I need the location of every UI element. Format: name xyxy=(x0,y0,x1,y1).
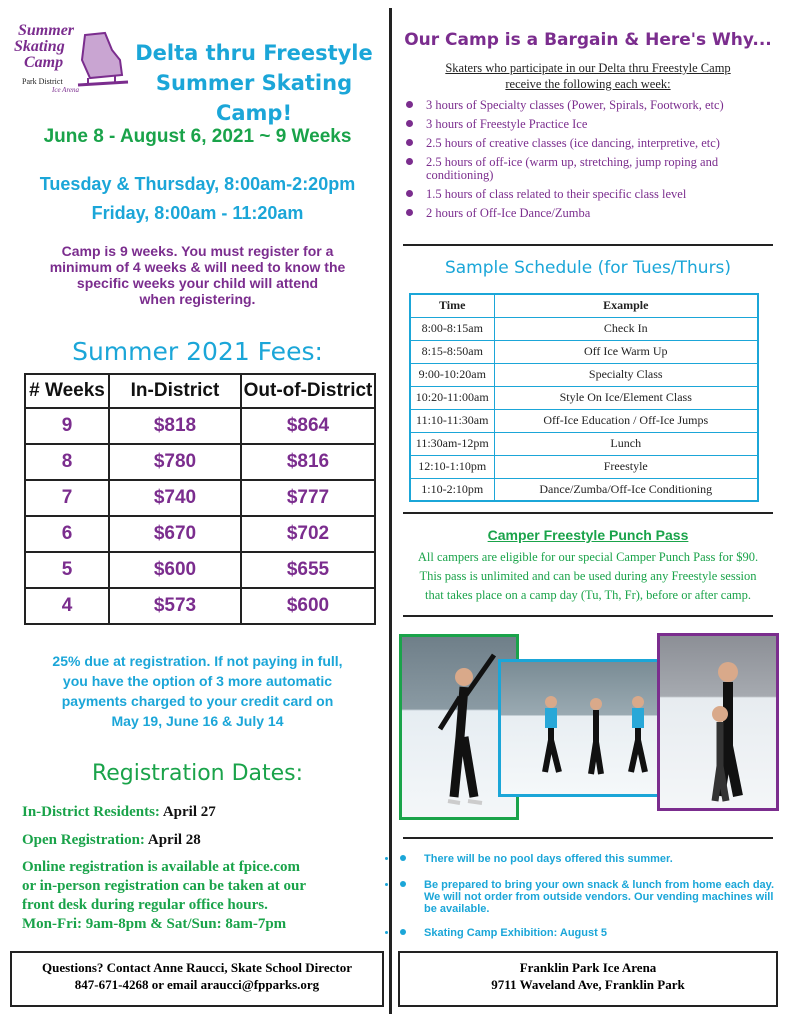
fees-table xyxy=(24,373,376,625)
example-cell: Specialty Class xyxy=(494,363,758,386)
table-row xyxy=(25,408,375,444)
weeks-cell: 5 xyxy=(25,552,109,588)
fees-col-in-district: In-District xyxy=(109,374,241,408)
example-cell: Dance/Zumba/Off-Ice Conditioning xyxy=(494,478,758,501)
bullet-icon xyxy=(406,139,413,146)
time-cell: 1:10-2:10pm xyxy=(410,478,494,501)
time-cell: 12:10-1:10pm xyxy=(410,455,494,478)
registration-title: Registration Dates: xyxy=(91,761,304,786)
open-registration-value: April 28 xyxy=(147,832,201,848)
bullet-icon xyxy=(400,855,406,861)
list-item: 3 hours of Specialty classes (Power, Spirals, Footwork, etc) xyxy=(404,99,774,112)
notice-l1: Camp is 9 weeks. You must register for a xyxy=(61,243,334,259)
contact-box xyxy=(10,951,384,1007)
contact-l1: Questions? Contact Anne Raucci, Skate School Director xyxy=(42,960,352,975)
weeks-cell: 4 xyxy=(25,588,109,624)
schedule-table xyxy=(409,293,759,502)
skater-photo-right xyxy=(657,633,779,811)
title-line1: Delta thru Freestyle xyxy=(135,41,373,65)
bargain-title: Our Camp is a Bargain & Here's Why... xyxy=(404,30,772,50)
bargain-list xyxy=(404,99,774,226)
in-district-value: April 27 xyxy=(162,804,216,820)
out-district-cell: $777 xyxy=(241,480,375,516)
friday-hours: Friday, 8:00am - 11:20am xyxy=(91,203,304,223)
time-cell: 8:15-8:50am xyxy=(410,340,494,363)
bullet-icon xyxy=(400,929,406,935)
weeks-cell: 6 xyxy=(25,516,109,552)
arena-address: 9711 Waveland Ave, Franklin Park xyxy=(491,977,685,992)
table-row xyxy=(25,516,375,552)
skaters-group-icon xyxy=(501,662,680,797)
in-district-cell: $670 xyxy=(109,516,241,552)
payment-l3: payments charged to your credit card on xyxy=(61,693,334,709)
table-row xyxy=(410,455,758,478)
in-district-date xyxy=(22,804,216,821)
contact-l2: 847-671-4268 or email araucci@fpparks.org xyxy=(74,977,320,992)
list-item: 2.5 hours of off-ice (warm up, stretching, jump roping and conditioning) xyxy=(404,156,774,182)
punch-l3: that takes place on a camp day (Tu, Th, Fr), before or after camp. xyxy=(425,588,751,602)
list-item: • There will be no pool days offered this summer. xyxy=(398,853,776,865)
fees-col-weeks: # Weeks xyxy=(25,374,109,408)
example-cell: Check In xyxy=(494,317,758,340)
payment-info xyxy=(10,651,385,731)
list-item: • Skating Camp Exhibition: August 5 xyxy=(398,927,776,939)
list-item: 2 hours of Off-Ice Dance/Zumba xyxy=(404,207,774,220)
table-row xyxy=(410,340,758,363)
table-row xyxy=(25,588,375,624)
skaters-pair-icon xyxy=(660,636,779,811)
online-registration-info xyxy=(22,858,387,934)
logo-line1: Summer xyxy=(18,22,75,39)
online-l1: Online registration is available at fpice.com xyxy=(22,859,301,875)
notice-l4: when registering. xyxy=(139,291,256,307)
schedule-header-row xyxy=(410,294,758,317)
example-cell: Lunch xyxy=(494,432,758,455)
table-row xyxy=(410,317,758,340)
logo xyxy=(12,22,124,102)
table-row xyxy=(410,432,758,455)
in-district-cell: $780 xyxy=(109,444,241,480)
notes-list xyxy=(398,853,776,949)
divider xyxy=(403,512,773,514)
bullet-icon xyxy=(406,190,413,197)
table-row xyxy=(410,386,758,409)
divider xyxy=(403,615,773,617)
list-item: 2.5 hours of creative classes (ice dancing, interpretive, etc) xyxy=(404,137,774,150)
in-district-label: In-District Residents: xyxy=(22,804,160,820)
bullet-icon xyxy=(406,101,413,108)
table-row xyxy=(25,444,375,480)
fees-title: Summer 2021 Fees: xyxy=(72,337,323,366)
in-district-cell: $740 xyxy=(109,480,241,516)
in-district-cell: $573 xyxy=(109,588,241,624)
online-l3: front desk during regular office hours. xyxy=(22,897,268,913)
bullet-icon xyxy=(406,158,413,165)
table-row xyxy=(25,480,375,516)
punch-l1: All campers are eligible for our special Camper Punch Pass for $90. xyxy=(417,550,759,564)
table-row xyxy=(410,409,758,432)
divider xyxy=(403,837,773,839)
out-district-cell: $655 xyxy=(241,552,375,588)
schedule-title: Sample Schedule (for Tues/Thurs) xyxy=(444,258,732,278)
page-title xyxy=(118,38,390,128)
skater-photo-group xyxy=(498,659,680,797)
schedule-col-example: Example xyxy=(494,294,758,317)
table-row xyxy=(410,478,758,501)
in-district-cell: $818 xyxy=(109,408,241,444)
weeks-cell: 8 xyxy=(25,444,109,480)
logo-line2: Skating xyxy=(14,38,65,55)
logo-sub2: Ice Arena xyxy=(52,86,80,94)
example-cell: Off-Ice Education / Off-Ice Jumps xyxy=(494,409,758,432)
logo-sub1: Park District xyxy=(22,77,63,86)
out-district-cell: $702 xyxy=(241,516,375,552)
fees-header-row xyxy=(25,374,375,408)
arena-name: Franklin Park Ice Arena xyxy=(519,960,657,975)
title-line2: Summer Skating Camp! xyxy=(155,71,353,125)
list-item: 1.5 hours of class related to their specific class level xyxy=(404,188,774,201)
divider xyxy=(403,244,773,246)
in-district-cell: $600 xyxy=(109,552,241,588)
bargain-intro-l1: Skaters who participate in our Delta thru Freestyle Camp xyxy=(445,61,731,75)
table-row xyxy=(410,363,758,386)
column-divider xyxy=(389,8,392,1014)
time-cell: 9:00-10:20am xyxy=(410,363,494,386)
schedule-col-time: Time xyxy=(410,294,494,317)
out-district-cell: $816 xyxy=(241,444,375,480)
table-row xyxy=(25,552,375,588)
notice-l3: specific weeks your child will attend xyxy=(76,275,319,291)
bargain-intro-l2: receive the following each week: xyxy=(505,77,671,91)
date-range: June 8 - August 6, 2021 ~ 9 Weeks xyxy=(43,126,352,147)
weeks-notice xyxy=(10,243,385,307)
arena-box xyxy=(398,951,778,1007)
online-l2: or in-person registration can be taken at our xyxy=(22,878,307,894)
payment-l2: you have the option of 3 more automatic xyxy=(62,673,333,689)
tue-thu-hours: Tuesday & Thursday, 8:00am-2:20pm xyxy=(39,174,356,194)
bargain-intro xyxy=(398,60,778,92)
time-cell: 8:00-8:15am xyxy=(410,317,494,340)
online-l4: Mon-Fri: 9am-8pm & Sat/Sun: 8am-7pm xyxy=(22,916,287,932)
time-cell: 10:20-11:00am xyxy=(410,386,494,409)
punch-pass-info xyxy=(398,548,778,605)
punch-pass-title: Camper Freestyle Punch Pass xyxy=(487,527,689,543)
bullet-icon xyxy=(406,209,413,216)
example-cell: Style On Ice/Element Class xyxy=(494,386,758,409)
payment-l4: May 19, June 16 & July 14 xyxy=(111,713,284,729)
time-cell: 11:30am-12pm xyxy=(410,432,494,455)
out-district-cell: $600 xyxy=(241,588,375,624)
logo-line3: Camp xyxy=(24,54,64,71)
example-cell: Freestyle xyxy=(494,455,758,478)
bullet-icon xyxy=(406,120,413,127)
bullet-icon xyxy=(400,881,406,887)
out-district-cell: $864 xyxy=(241,408,375,444)
time-cell: 11:10-11:30am xyxy=(410,409,494,432)
example-cell: Off Ice Warm Up xyxy=(494,340,758,363)
open-registration-label: Open Registration: xyxy=(22,832,145,848)
payment-l1: 25% due at registration. If not paying in full, xyxy=(52,653,343,669)
fees-col-out-district: Out-of-District xyxy=(241,374,375,408)
notice-l2: minimum of 4 weeks & will need to know the xyxy=(49,259,346,275)
punch-l2: This pass is unlimited and can be used during any Freestyle session xyxy=(419,569,757,583)
list-item: 3 hours of Freestyle Practice Ice xyxy=(404,118,774,131)
weeks-cell: 9 xyxy=(25,408,109,444)
open-registration-date xyxy=(22,832,201,849)
weeks-cell: 7 xyxy=(25,480,109,516)
list-item: • Be prepared to bring your own snack & lunch from home each day. We will not order from outside vendors. Our vending machines will be available. xyxy=(398,879,776,915)
